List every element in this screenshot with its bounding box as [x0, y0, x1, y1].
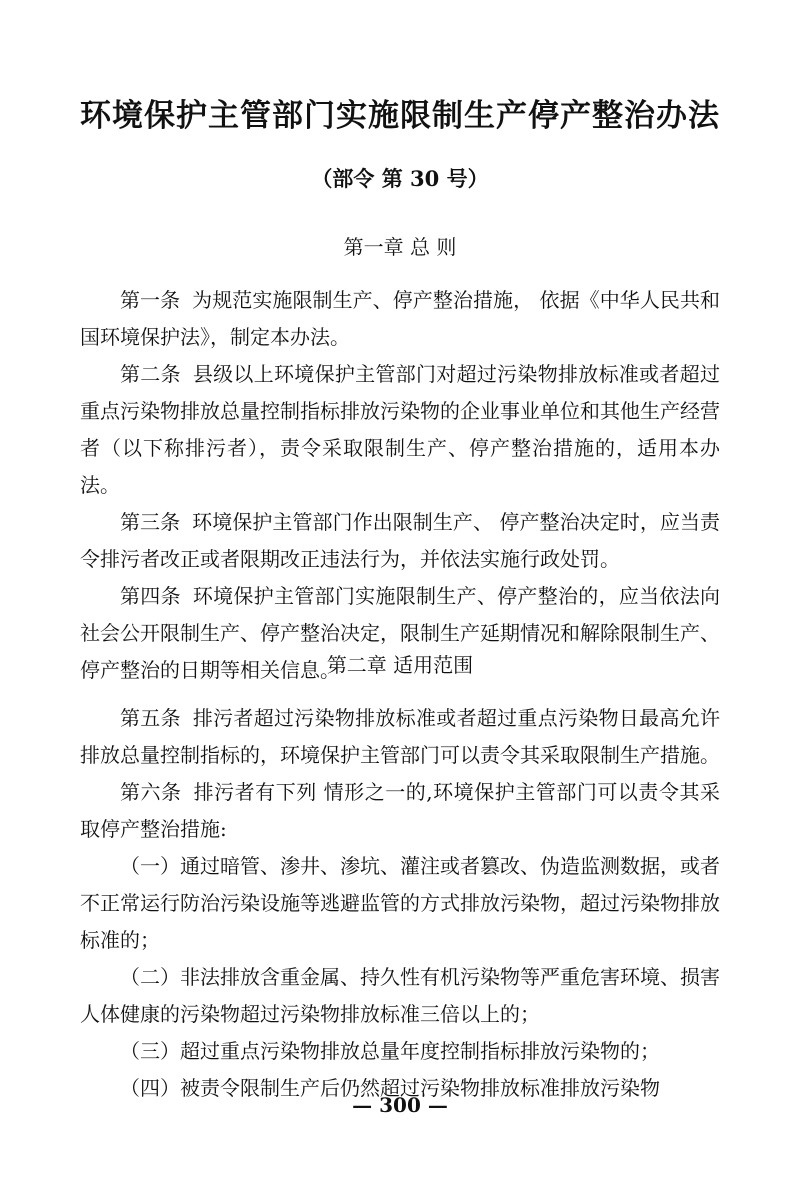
article-text: 县级以上环境保护主管部门对超过污染物排放标准或者超过重点污染物排放总量控制指标排放污染物的企业事业单位和其他生产经营者（以下称排污者），责令采取限制生产、停产整治措施的，适用本办法。 — [80, 362, 721, 497]
list-item: （三）超过重点污染物排放总量年度控制指标排放污染物的； — [120, 1039, 660, 1063]
article-number: 第四条 — [120, 584, 181, 608]
article-text: 环境保护主管部门实施限制生产、停产整治的，应当依法向社会公开限制生产、停产整治决定，限制生产延期情况和解除限制生产、停产整治的日期等相关信息。 — [80, 584, 721, 682]
chapter-1-body — [80, 282, 720, 689]
article — [80, 700, 720, 774]
article — [80, 774, 720, 848]
article-number: 第二条 — [120, 362, 181, 386]
article-text: 为规范实施限制生产、停产整治措施， 依据《中华人民共和国环境保护法》，制定本办法。 — [80, 288, 720, 349]
document-subtitle: （部令 第 30 号） — [311, 166, 489, 191]
page-number: — 300 — — [352, 1093, 448, 1117]
article-text: 排污者超过污染物排放标准或者超过重点污染物日最高允许排放总量控制指标的，环境保护主管部门可以责令其采取限制生产措施。 — [80, 706, 721, 767]
list-item: （二）非法排放含重金属、持久性有机污染物等严重危害环境、损害人体健康的污染物超过污染物排放标准三倍以上的； — [80, 965, 720, 1026]
document-title: 环境保护主管部门实施限制生产停产整治办法 — [80, 98, 720, 134]
article-number: 第六条 — [120, 780, 182, 804]
article-text: 排污者有下列 情形之一的,环境保护主管部门可以责令其采取停产整治措施: — [80, 780, 721, 841]
article-text: 环境保护主管部门作出限制生产、 停产整治决定时，应当责令排污者改正或者限期改正违法行为，并依法实施行政处罚。 — [80, 510, 720, 571]
article — [80, 504, 720, 578]
article-number: 第一条 — [120, 288, 181, 312]
chapter-2-body — [80, 700, 720, 1107]
article — [80, 282, 720, 356]
article-number: 第三条 — [120, 510, 181, 534]
chapter-heading: 第二章 适用范围 — [326, 653, 474, 677]
article — [80, 356, 720, 504]
list-item: （一）通过暗管、渗井、渗坑、灌注或者篡改、伪造监测数据，或者不正常运行防治污染设施等逃避监管的方式排放污染物，超过污染物排放标准的； — [80, 854, 720, 952]
chapter-heading: 第一章 总 则 — [343, 235, 457, 259]
list-item: （四）被责令限制生产后仍然超过污染物排放标准排放污染物 — [120, 1076, 660, 1100]
article-number: 第五条 — [120, 706, 181, 730]
